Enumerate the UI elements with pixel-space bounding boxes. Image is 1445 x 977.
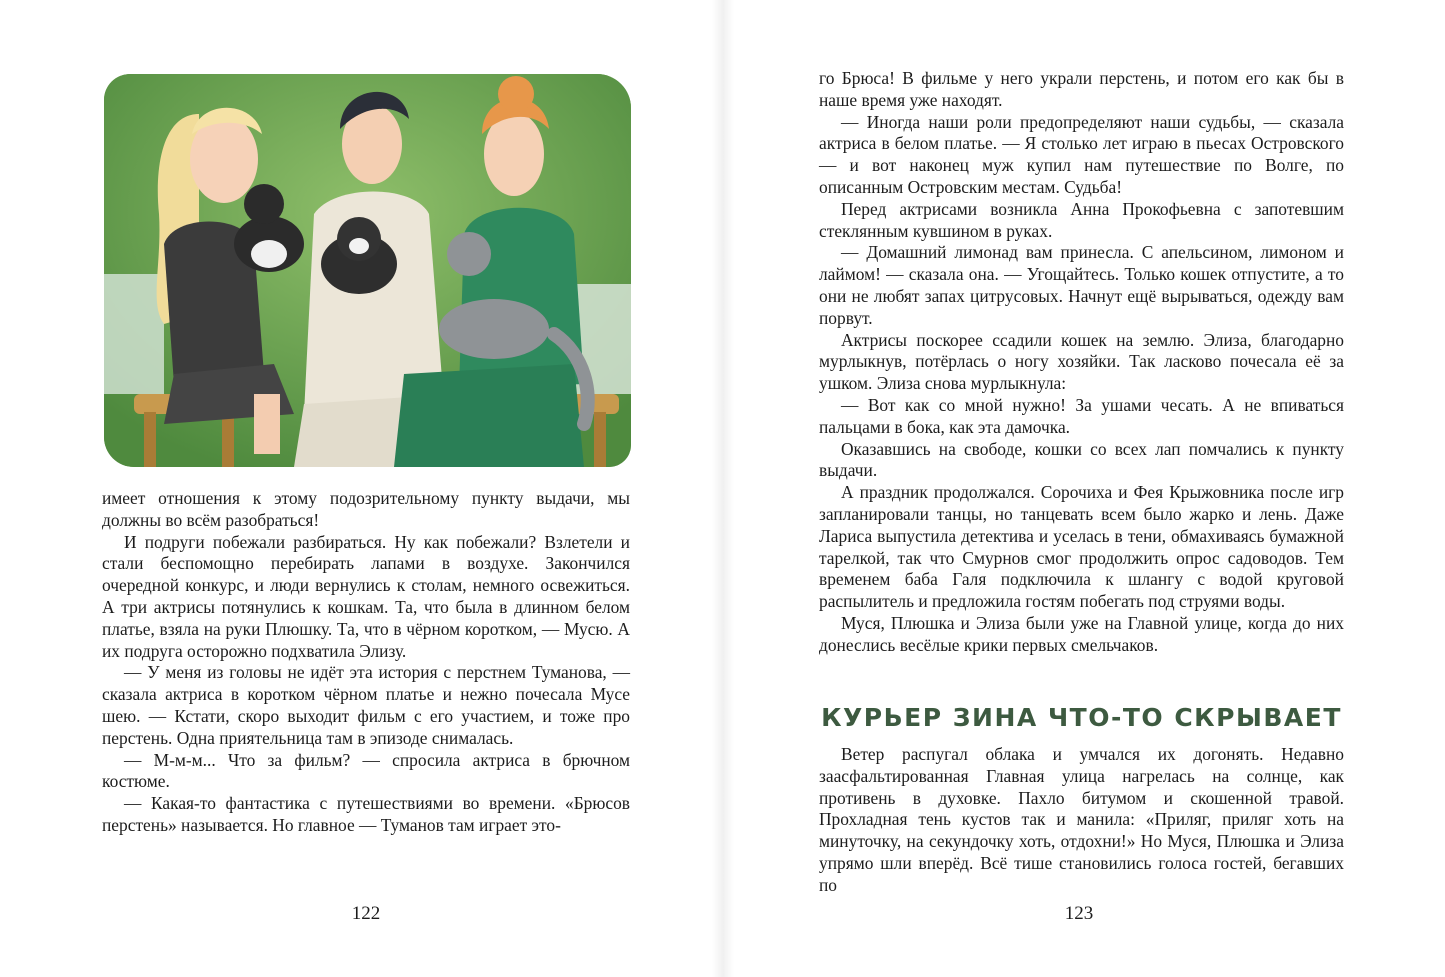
paragraph: — М-м-м... Что за фильм? — спросила актриса в брючном костюме.: [102, 749, 630, 792]
paragraph: го Брюса! В фильме у него украли перстень, и потом его как бы в наше время уже находят.: [819, 68, 1344, 110]
paragraph: имеет отношения к этому подозрительному пункту выдачи, мы должны во всём разобраться!: [102, 488, 630, 530]
left-page-text: [102, 488, 630, 837]
paragraph: — Какая-то фантастика с путешествиями во времени. «Брюсов перстень» называется. Но главное — Туманов там играет это-: [102, 793, 630, 835]
paragraph: Оказавшись на свободе, кошки со всех лап помчались к пункту выдачи.: [819, 438, 1344, 481]
paragraph: Актрисы поскорее ссадили кошек на землю. Элиза, благодарно мурлыкнув, потёрлась о ногу хозяйки. Так ласково почесала её за ушком. Элиза снова мурлыкнула:: [819, 329, 1344, 394]
illustration-three-actresses-with-cats: [104, 74, 631, 467]
right-page-text-bottom: [819, 744, 1344, 897]
right-page: [723, 0, 1445, 977]
paragraph: — Вот как со мной нужно! За ушами чесать. А не впиваться пальцами в бока, как эта дамочка.: [819, 394, 1344, 437]
paragraph: — У меня из головы не идёт эта история с перстнем Туманова, — сказала актриса в коротком чёрном платье и нежно почесала Мусе шею. — Кстати, скоро выходит фильм с его участием, и тоже про перстень. Одна приятельница там в эпизоде снималась.: [102, 662, 630, 748]
paragraph: Муся, Плюшка и Элиза были уже на Главной улице, когда до них донеслись весёлые крики первых смельчаков.: [819, 612, 1344, 655]
paragraph: — Иногда наши роли предопределяют наши судьбы, — сказала актриса в белом платье. — Я столько лет играю в пьесах Островского — и вот наконец муж купил нам путешествие по Волге, по описанным Островским местам. Судьба!: [819, 111, 1344, 197]
paragraph: — Домашний лимонад вам принесла. С апельсином, лимоном и лаймом! — сказала она. — Угощайтесь. Только кошек отпустите, а то они не любят запах цитрусовых. Начнут ещё вырываться, одежду вам порвут.: [819, 242, 1344, 328]
illustration-drawing: [104, 74, 631, 467]
paragraph: И подруги побежали разбираться. Ну как побежали? Взлетели и стали беспомощно перебирать лапами в воздухе. Закончился очередной конкурс, и люди вернулись к столам, немного освежиться. А три актрисы потянулись к кошкам. Та, что была в длинном белом платье, взяла на руки Плюшку. Та, что в чёрном коротком, — Мусю. А их подруга осторожно подхватила Элизу.: [102, 531, 630, 661]
right-page-text-top: [819, 68, 1344, 657]
chapter-title: КУРЬЕР ЗИНА ЧТО-ТО СКРЫВАЕТ: [821, 703, 1342, 732]
paragraph: Ветер распугал облака и умчался их догонять. Недавно заасфальтированная Главная улица нагрелась на солнце, как противень в духовке. Пахло битумом и скошенной травой. Прохладная тень кустов так и манила: «Приляг, приляг хоть на минуточку, на секундочку хоть, отдохни!» Но Муся, Плюшка и Элиза упрямо шли вперёд. Всё тише становились голоса гостей, бегавших по: [819, 744, 1344, 895]
paragraph: Перед актрисами возникла Анна Прокофьевна с запотевшим стеклянным кувшином в руках.: [819, 198, 1344, 241]
paragraph: А праздник продолжался. Сорочиха и Фея Крыжовника после игр запланировали танцы, но танцевать всем было жарко и лень. Даже Лариса выпустила детектива и уселась в тени, обмахиваясь бумажной тарелкой, так что Смурнов смог продолжить опрос садоводов. Тем временем баба Галя подключила к шлангу с водой круговой распылитель и предложила гостям побегать под струями воды.: [819, 482, 1344, 612]
page-number: 123: [1064, 903, 1094, 924]
left-page: [0, 0, 722, 977]
page-number: 122: [351, 903, 381, 924]
